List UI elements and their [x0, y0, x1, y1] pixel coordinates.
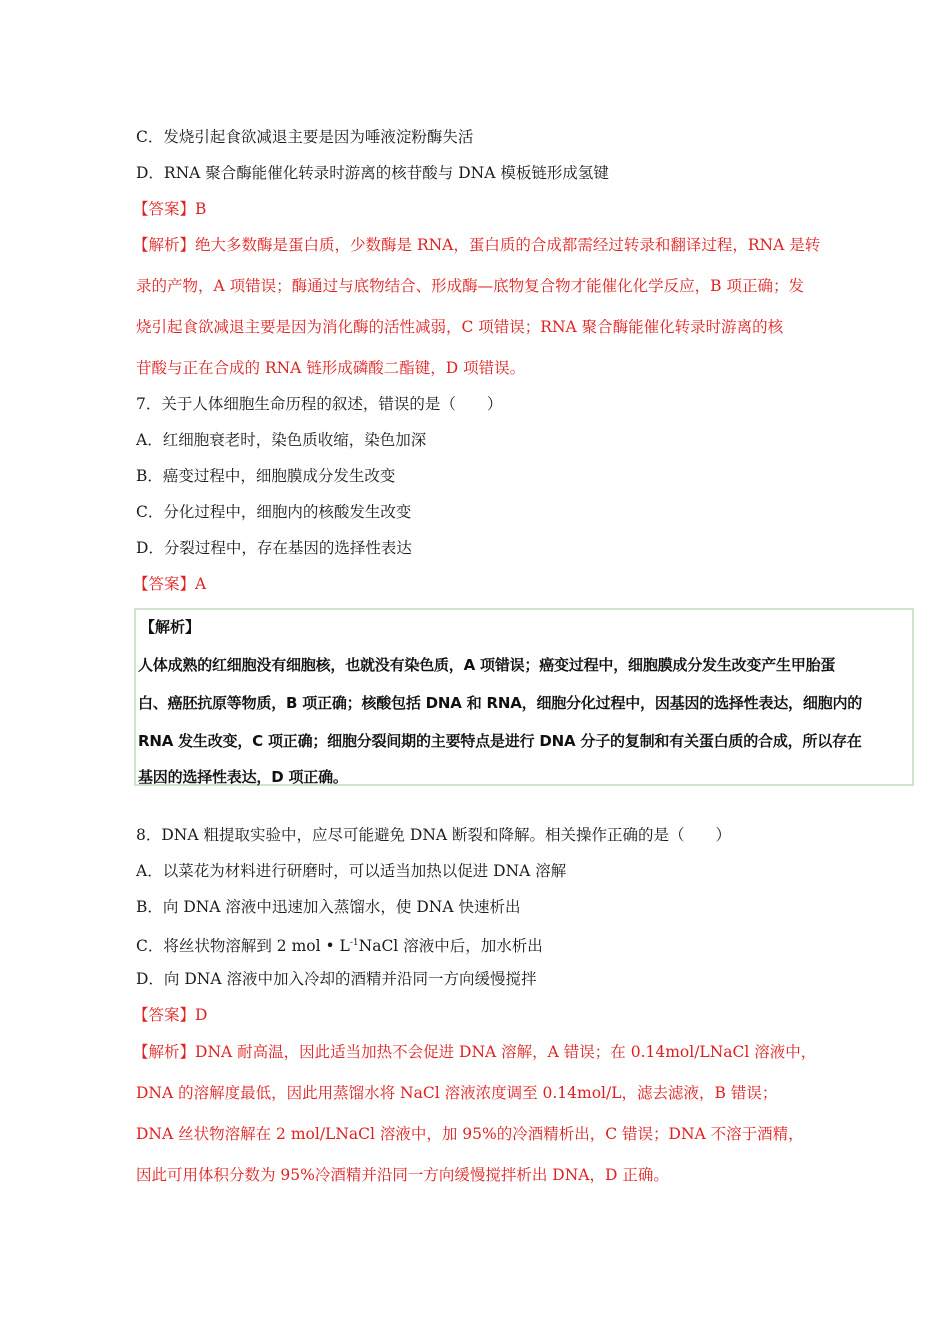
explanation-label: 【解析】 — [133, 236, 196, 254]
answer-value: B — [195, 200, 207, 218]
q8-option-c: C．将丝状物溶解到 2 mol • $L^{-1}NaCl$ 溶液中后，加水析出 — [136, 937, 543, 955]
explanation-label: 【解析】 — [133, 1043, 196, 1061]
q8-answer — [133, 1005, 207, 1025]
q8-explanation-line-1: 【解析】DNA 耐高温，因此适当加热不会促进 DNA 溶解，A 错误；在 0.14mol/LNaCl 溶液中， — [133, 1043, 817, 1061]
q6-option-d: D．RNA 聚合酶能催化转录时游离的核苷酸与 DNA 模板链形成氢键 — [136, 164, 609, 182]
q6-explanation-line-3: 烧引起食欲减退主要是因为消化酶的活性减弱，C 项错误；RNA 聚合酶能催化转录时游离的核 — [136, 318, 784, 336]
q8-option-a: A．以菜花为材料进行研磨时，可以适当加热以促进 DNA 溶解 — [136, 862, 567, 880]
q8-option-d: D．向 DNA 溶液中加入冷却的酒精并沿同一方向缓慢搅拌 — [136, 970, 537, 988]
q7-option-c: C．分化过程中，细胞内的核酸发生改变 — [136, 503, 412, 521]
q6-explanation-line-4: 苷酸与正在合成的 RNA 链形成磷酸二酯键，D 项错误。 — [136, 359, 526, 377]
answer-label: 【答案】 — [133, 1006, 196, 1024]
q7-option-b: B．癌变过程中，细胞膜成分发生改变 — [136, 467, 396, 485]
superscript: -1 — [349, 938, 359, 948]
answer-value: A — [195, 575, 207, 593]
q6-option-c: C．发烧引起食欲减退主要是因为唾液淀粉酶失活 — [136, 128, 474, 146]
analysis-box-line-4: 基因的选择性表达，D 项正确。 — [138, 768, 348, 786]
q8-explanation-line-2: DNA 的溶解度最低，因此用蒸馏水将 NaCl 溶液浓度调至 0.14mol/L，滤去滤液，B 错误； — [136, 1084, 778, 1102]
q6-explanation-line-2: 录的产物，A 项错误；酶通过与底物结合、形成酶—底物复合物才能催化化学反应，B 项正确；发 — [136, 277, 804, 295]
analysis-box-title: 【解析】 — [140, 618, 201, 636]
q8-stem: 8．DNA 粗提取实验中，应尽可能避免 DNA 断裂和降解。相关操作正确的是（ ） — [136, 826, 732, 844]
analysis-box-line-3: RNA 发生改变，C 项正确；细胞分裂间期的主要特点是进行 DNA 分子的复制和有关蛋白质的合成，所以存在 — [138, 732, 862, 750]
answer-label: 【答案】 — [133, 200, 196, 218]
q7-option-d: D．分裂过程中，存在基因的选择性表达 — [136, 539, 412, 557]
q7-stem: 7．关于人体细胞生命历程的叙述，错误的是（ ） — [136, 395, 503, 413]
answer-value: D — [195, 1006, 208, 1024]
q7-option-a: A．红细胞衰老时，染色质收缩，染色加深 — [136, 431, 427, 449]
q8-option-b: B．向 DNA 溶液中迅速加入蒸馏水，使 DNA 快速析出 — [136, 898, 521, 916]
q6-explanation-line-1: 【解析】绝大多数酶是蛋白质，少数酶是 RNA，蛋白质的合成都需经过转录和翻译过程，RNA 是转 — [133, 236, 821, 254]
analysis-box-line-1: 人体成熟的红细胞没有细胞核，也就没有染色质，A 项错误；癌变过程中，细胞膜成分发生改变产生甲胎蛋 — [138, 656, 836, 674]
q8-explanation-line-4: 因此可用体积分数为 95%冷酒精并沿同一方向缓慢搅拌析出 DNA，D 正确。 — [136, 1166, 669, 1184]
q7-answer — [133, 574, 206, 594]
answer-label: 【答案】 — [133, 575, 196, 593]
q7-analysis-box — [134, 608, 914, 786]
q8-explanation-line-3: DNA 丝状物溶解在 2 mol/LNaCl 溶液中，加 95%的冷酒精析出，C 错误；DNA 不溶于酒精， — [136, 1125, 804, 1143]
analysis-box-line-2: 白、癌胚抗原等物质，B 项正确；核酸包括 DNA 和 RNA，细胞分化过程中，因基因的选择性表达，细胞内的 — [138, 694, 863, 712]
q6-answer — [133, 199, 206, 219]
